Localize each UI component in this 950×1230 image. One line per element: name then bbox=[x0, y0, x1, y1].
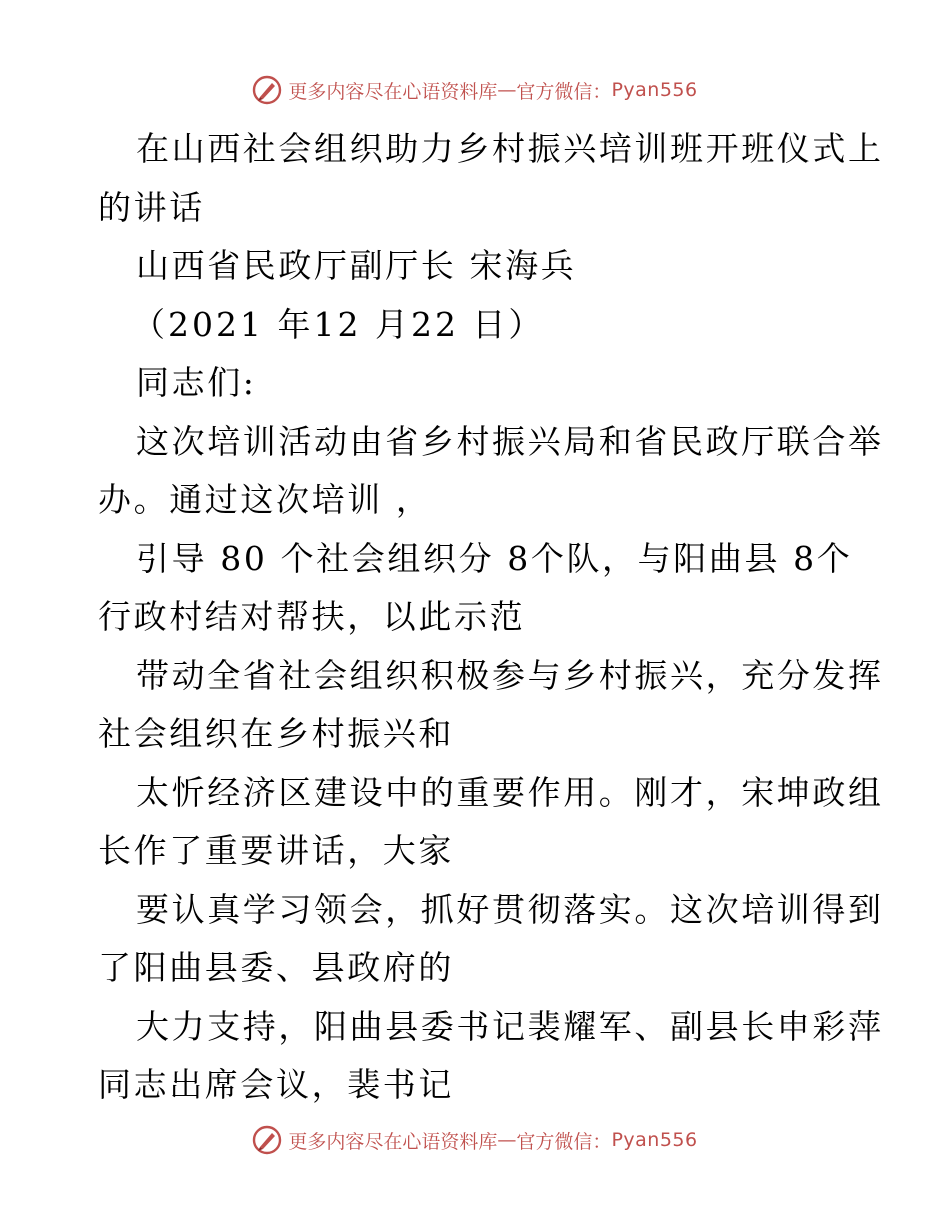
document-line: 太忻经济区建设中的重要作用。刚才，宋坤政组 bbox=[136, 772, 884, 812]
document-line: 了阳曲县委、县政府的 bbox=[98, 948, 454, 987]
quill-seal-icon bbox=[252, 75, 282, 105]
footer-watermark bbox=[0, 1122, 950, 1158]
quill-seal-icon bbox=[252, 1125, 282, 1155]
watermark-text: 更多内容尽在心语资料库 bbox=[288, 80, 498, 103]
watermark-label: 官方微信： bbox=[516, 1130, 612, 1153]
header-watermark bbox=[0, 72, 950, 108]
document-line: 大力支持，阳曲县委书记裴耀军、副县长申彩萍 bbox=[136, 1006, 884, 1046]
document-line: 办。通过这次培训 ， bbox=[98, 480, 432, 519]
document-line: 的讲话 bbox=[98, 187, 205, 227]
watermark-account: Pyan556 bbox=[611, 79, 698, 101]
document-line: 长作了重要讲话，大家 bbox=[98, 831, 454, 870]
document-line: 带动全省社会组织积极参与乡村振兴，充分发挥 bbox=[136, 655, 884, 695]
watermark-label: 官方微信： bbox=[516, 80, 612, 103]
document-line: 行政村结对帮扶，以此示范 bbox=[98, 597, 526, 636]
document-line: 要认真学习领会，抓好贯彻落实。这次培训得到 bbox=[136, 889, 884, 929]
document-line: 这次培训活动由省乡村振兴局和省民政厅联合举 bbox=[136, 421, 884, 461]
document-line: 同志们: bbox=[136, 363, 257, 402]
document-line: 在山西社会组织助力乡村振兴培训班开班仪式上 bbox=[136, 129, 884, 168]
document-line: 山西省民政厅副厅长 宋海兵 bbox=[136, 246, 577, 285]
document-body bbox=[98, 120, 884, 1115]
document-line: （2021 年12 月22 日） bbox=[132, 304, 545, 344]
watermark-separator: — bbox=[497, 79, 517, 101]
document-line: 同志出席会议，裴书记 bbox=[98, 1065, 454, 1104]
watermark-separator: — bbox=[497, 1129, 517, 1151]
document-line: 社会组织在乡村振兴和 bbox=[98, 714, 454, 753]
watermark-text: 更多内容尽在心语资料库 bbox=[288, 1130, 498, 1153]
document-line: 引导 80 个社会组织分 8个队，与阳曲县 8个 bbox=[136, 538, 853, 578]
watermark-account: Pyan556 bbox=[611, 1129, 698, 1151]
